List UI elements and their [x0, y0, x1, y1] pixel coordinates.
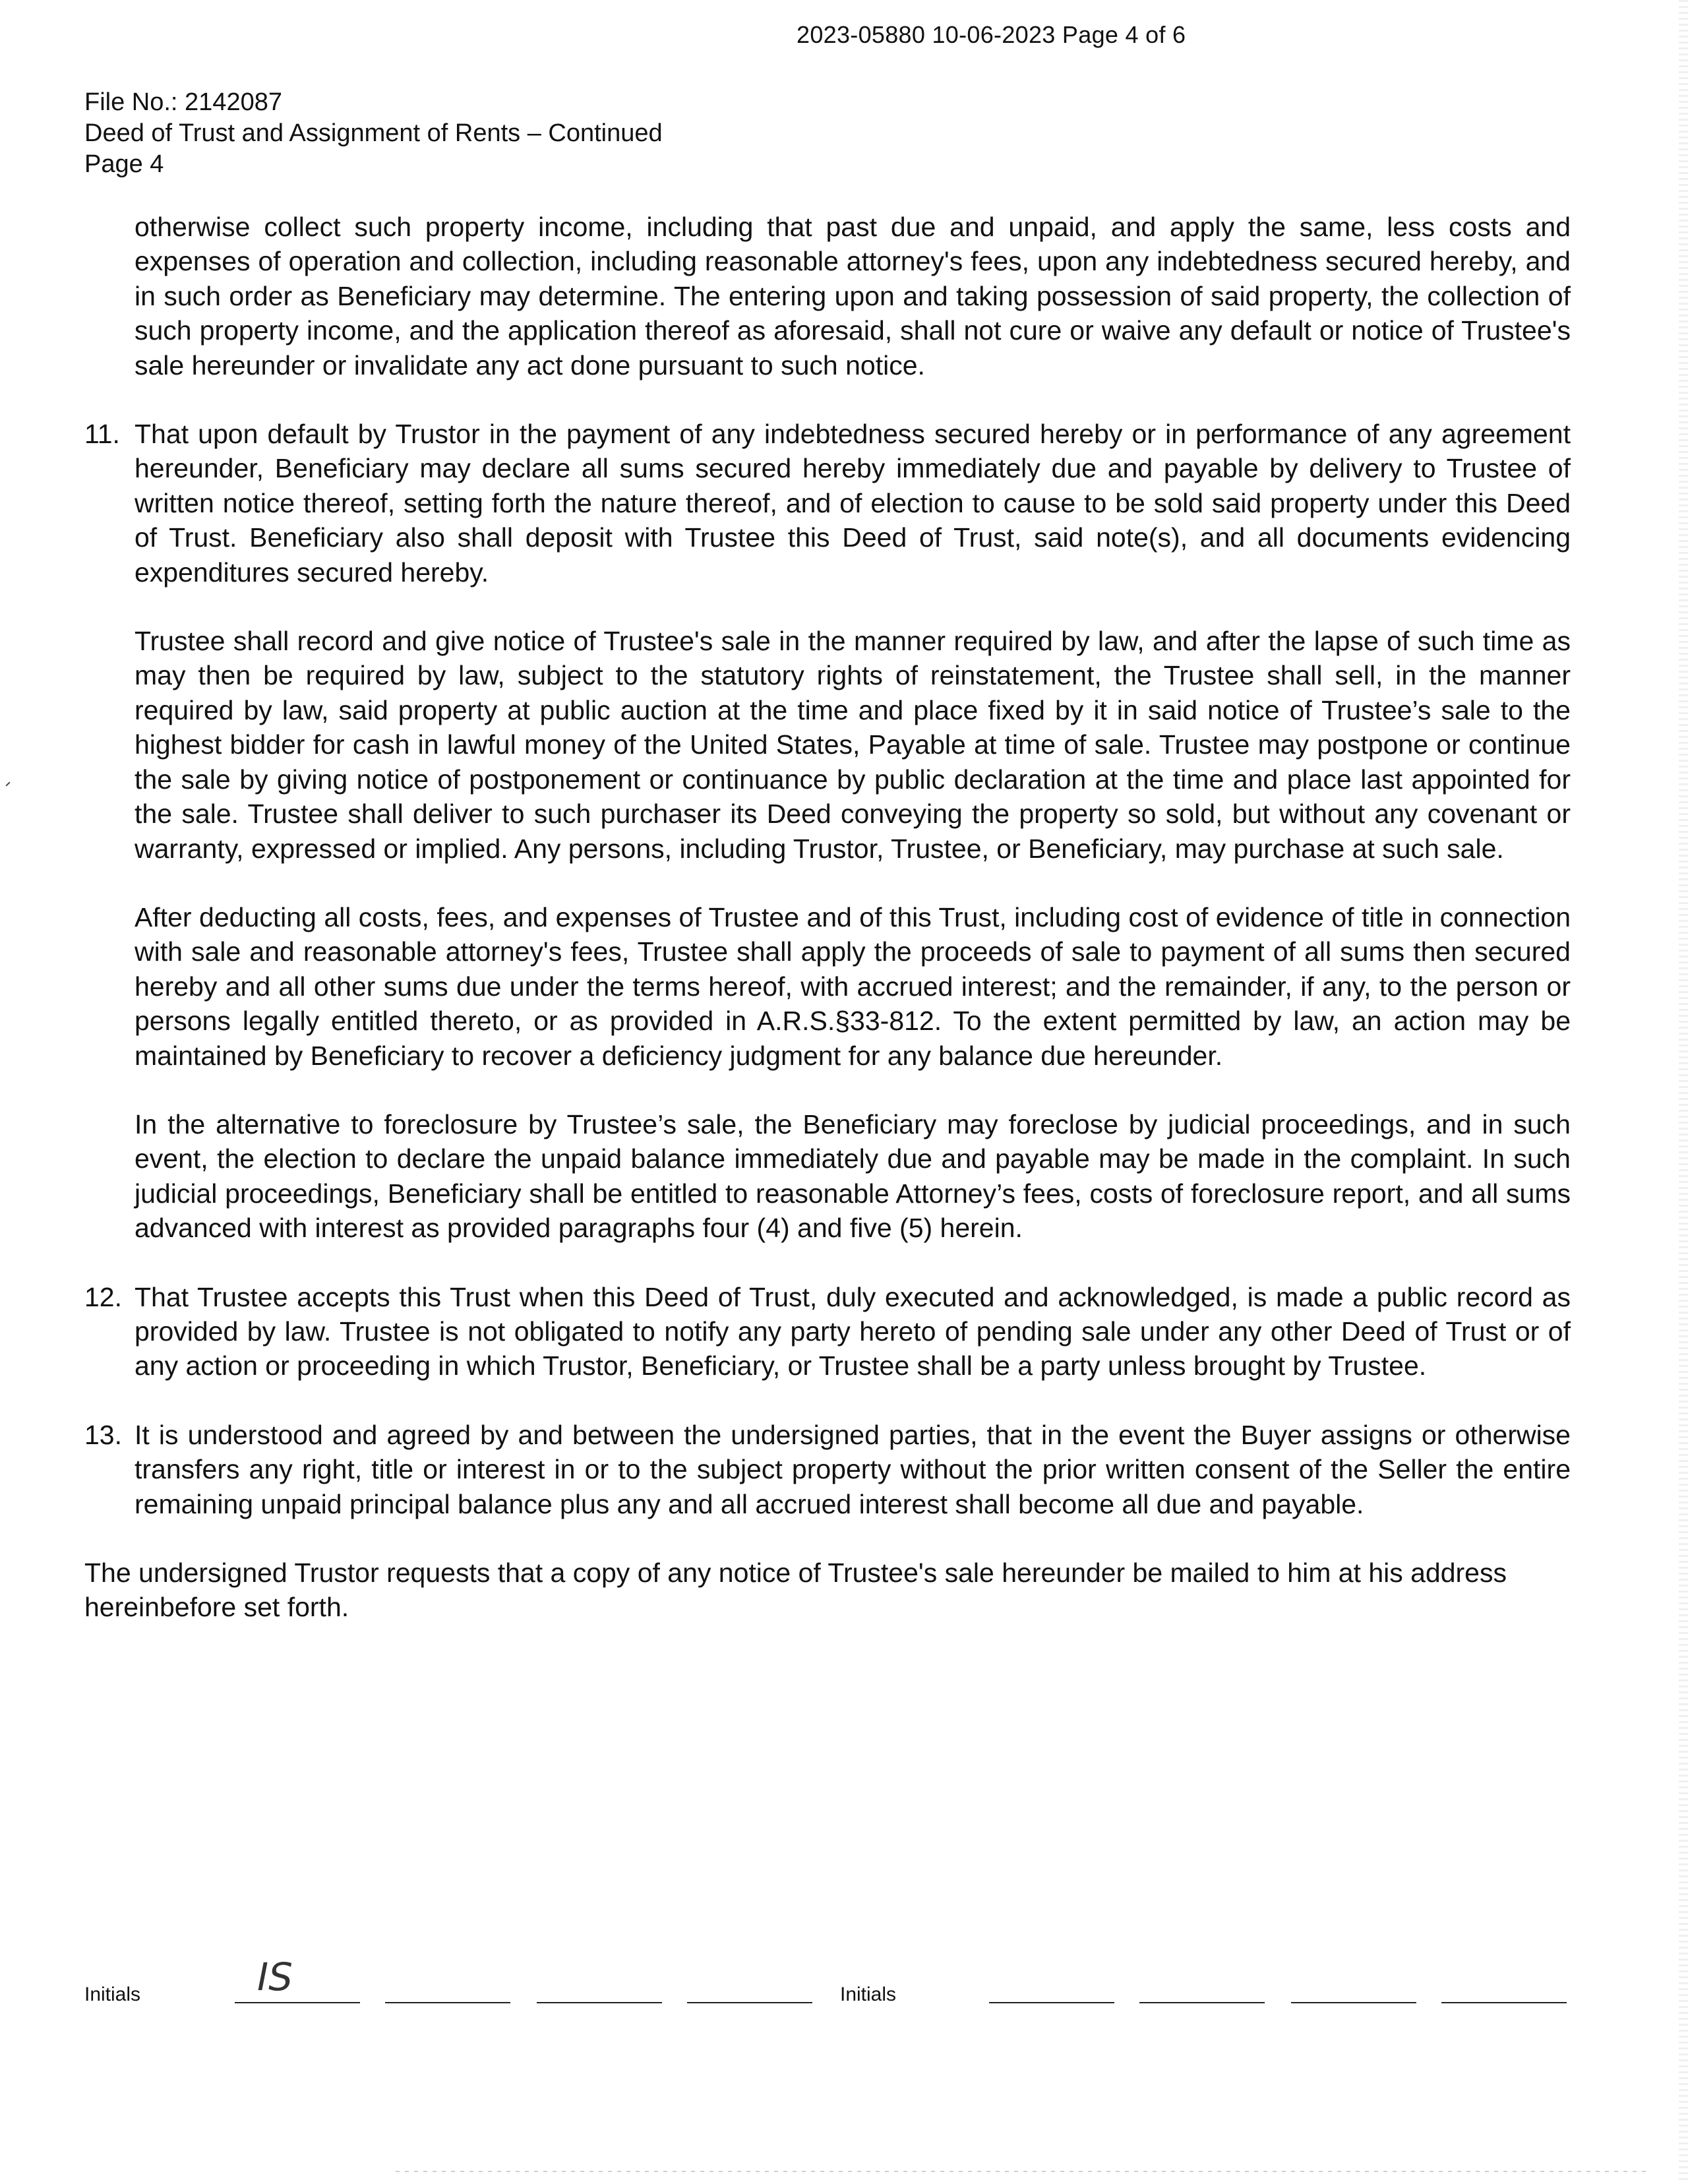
document-title: Deed of Trust and Assignment of Rents – Continued [84, 119, 663, 147]
initials-line[interactable] [1291, 2002, 1416, 2003]
initials-line[interactable] [385, 2002, 510, 2003]
scan-mark-artifact [5, 781, 10, 786]
initials-line[interactable] [235, 2002, 360, 2003]
initials-label-right: Initials [840, 1984, 897, 2005]
clause-text: That Trustee accepts this Trust when this Deed of Trust, duly executed and acknowledged, is made a public record as provided by law. Trustee is not obligated to notify any party hereto of pending sale under any other Deed of Trust or of any action or proceeding in which Trustor, Beneficiary, or Trustee shall be a party unless brought by Trustee. [135, 1281, 1571, 1381]
closing-paragraph: The undersigned Trustor requests that a copy of any notice of Trustee's sale hereunder be mailed to him at his address hereinbefore set forth. [84, 1558, 1507, 1623]
clause-number: 12. [84, 1281, 122, 1312]
document-body [84, 210, 1571, 1659]
recording-stamp: 2023-05880 10-06-2023 Page 4 of 6 [797, 21, 1186, 48]
clause-11 [84, 417, 1571, 590]
scan-edge-artifact [1679, 0, 1688, 2184]
initials-line[interactable] [1139, 2002, 1265, 2003]
initials-line[interactable] [537, 2002, 662, 2003]
paragraph-deducting: After deducting all costs, fees, and expenses of Trustee and of this Trust, including cost of evidence of title in connection with sale and reasonable attorney's fees, Trustee shall apply the proceeds of sale to payment of all sums then secured hereby and all other sums due under the terms hereof, with accrued interest; and the remainder, if any, to the person or persons legally entitled thereto, or as provided in A.R.S.§33-812. To the extent permitted by law, an action may be maintained by Beneficiary to recover a deficiency judgment for any balance due hereunder. [135, 901, 1571, 1071]
scan-footer-artifact [396, 2171, 1648, 2172]
clause-12 [84, 1280, 1571, 1383]
initials-row [84, 1955, 1575, 2010]
clause-text: That upon default by Trustor in the payment of any indebtedness secured hereby or in performance of any agreement hereunder, Beneficiary may declare all sums secured hereby immediately due and payable by delivery to Trustee of written notice thereof, setting forth the nature thereof, and of election to cause to be sold said property under this Deed of Trust. Beneficiary also shall deposit with Trustee this Deed of Trust, said note(s), and all documents evidencing expenditures secured hereby. [135, 419, 1571, 588]
paragraph-continued: otherwise collect such property income, including that past due and unpaid, and apply the same, less costs and expenses of operation and collection, including reasonable attorney's fees, upon any indebtedness secured hereby, and in such order as Beneficiary may determine. The entering upon and taking possession of said property, the collection of such property income, and the application thereof as aforesaid, shall not cure or waive any default or notice of Trustee's sale hereunder or invalidate any act done pursuant to such notice. [135, 212, 1571, 380]
paragraph-trustee-sale: Trustee shall record and give notice of Trustee's sale in the manner required by law, and after the lapse of such time as may then be required by law, subject to the statutory rights of reinstatement, the Trustee shall sell, in the manner required by law, said property at public auction at the time and place fixed by it in said notice of Trustee’s sale to the highest bidder for cash in lawful money of the United States, Payable at time of sale. Trustee may postpone or continue the sale by giving notice of postponement or continuance by public declaration at the time and place last appointed for the sale. Trustee shall deliver to such purchaser its Deed conveying the property so sold, but without any covenant or warranty, expressed or implied. Any persons, including Trustor, Trustee, or Beneficiary, may purchase at such sale. [135, 626, 1571, 864]
clause-number: 11. [84, 419, 120, 450]
initials-line[interactable] [989, 2002, 1114, 2003]
file-number: File No.: 2142087 [84, 88, 282, 116]
document-header [84, 87, 663, 180]
clause-text: It is understood and agreed by and between the undersigned parties, that in the event the Buyer assigns or otherwise transfers any right, title or interest in or to the subject property without the prior written consent of the Seller the entire remaining unpaid principal balance plus any and all accrued interest shall become all due and payable. [135, 1419, 1571, 1519]
clause-13 [84, 1418, 1571, 1521]
page-number: Page 4 [84, 150, 164, 178]
clause-number: 13. [84, 1419, 122, 1450]
initials-label-left: Initials [84, 1984, 141, 2005]
initials-line[interactable] [687, 2002, 812, 2003]
initials-line[interactable] [1441, 2002, 1567, 2003]
handwritten-initials: IS [257, 1955, 293, 1999]
paragraph-alternative: In the alternative to foreclosure by Trustee’s sale, the Beneficiary may foreclose by judicial proceedings, and in such event, the election to declare the unpaid balance immediately due and payable may be made in the complaint. In such judicial proceedings, Beneficiary shall be entitled to reasonable Attorney’s fees, costs of foreclosure report, and all sums advanced with interest as provided paragraphs four (4) and five (5) herein. [135, 1108, 1571, 1244]
